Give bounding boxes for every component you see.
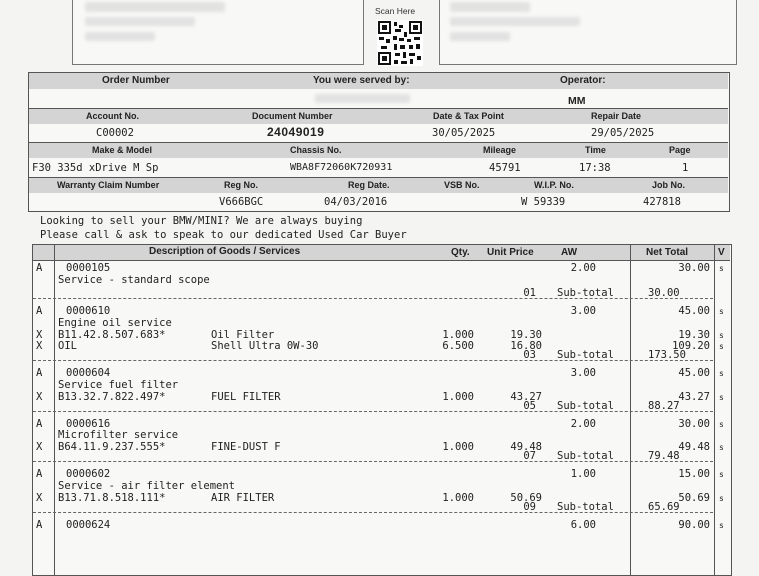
job-label: Job No. [652,180,685,190]
job-description: Engine oil service [58,316,172,329]
job-net-total: 30.00 [678,262,710,274]
col-unit-price-label: Unit Price [487,247,534,258]
redacted-staff-name [315,94,410,103]
qr-code-icon [377,20,423,66]
mileage-value: 45791 [489,162,521,174]
job-description: Service fuel filter [58,378,179,391]
repair-date-value: 29/05/2025 [591,127,655,139]
job-description: Service - standard scope [58,273,210,286]
part-unit-price: 16.80 [510,340,542,352]
vsb-label: VSB No. [444,180,480,190]
redacted-address-left [85,32,155,41]
job-sub-code: 03 [523,349,536,361]
part-name: FUEL FILTER [211,390,281,403]
job-sub-code: 07 [523,450,536,462]
job-code: 0000604 [66,367,111,379]
notice-line-2: Please call & ask to speak to our dedicated Used Car Buyer [40,229,407,241]
part-number: B13.32.7.822.497* [58,390,166,403]
job-code: 0000105 [66,262,111,274]
job-code: 0000610 [66,305,111,317]
part-net-total: 49.48 [678,441,710,453]
reg-date-value: 04/03/2016 [324,196,388,208]
part-vat-code: s [719,443,724,452]
part-unit-price: 43.27 [510,390,542,403]
part-unit-price: 49.48 [510,441,542,453]
job-net-total: 30.00 [678,417,710,430]
document-label: Document Number [252,111,333,121]
job-code: 0000624 [66,518,111,531]
part-net-total: 109.20 [672,340,710,352]
part-flag: X [36,441,43,453]
subtotal-value: 79.48 [648,450,680,462]
job-vat-code: s [719,520,724,530]
part-net-total: 43.27 [678,390,710,403]
mileage-label: Mileage [483,145,517,155]
part-qty: 1.000 [442,390,474,403]
job-code: 0000616 [66,417,111,430]
chassis-label: Chassis No. [290,145,342,155]
part-number: B11.42.8.507.683* [58,328,166,341]
time-label: Time [585,145,606,155]
row-separator [33,461,713,462]
job-description: Microfilter service [58,429,179,441]
job-flag: A [36,262,43,274]
part-name: Shell Ultra 0W-30 [211,340,319,352]
subtotal-label: Sub-total [557,500,614,513]
job-sub-code: 05 [523,399,536,412]
date-tax-value: 30/05/2025 [432,127,496,139]
make-model-label: Make & Model [92,145,153,155]
operator-value: MM [568,95,586,107]
operator-label: Operator: [560,75,606,86]
part-qty: 1.000 [442,328,474,341]
document-value: 24049019 [267,125,325,139]
repair-date-label: Repair Date [591,111,642,121]
job-vat-code: s [719,307,724,316]
part-unit-price: 19.30 [510,328,542,341]
job-flag: A [36,367,43,379]
wip-value: W 59339 [521,196,566,208]
part-unit-price: 50.69 [510,491,542,504]
job-vat-code: s [719,369,724,378]
row-separator [33,298,713,299]
row-separator [33,411,713,412]
job-aw: 2.00 [570,417,596,430]
part-vat-code: s [719,493,724,503]
redacted-address-right [450,17,580,26]
job-description: Service - air filter element [58,479,236,492]
subtotal-value: 173.50 [648,349,686,361]
job-net-total: 45.00 [678,367,710,379]
job-flag: A [36,518,43,531]
part-name: FINE-DUST F [211,441,281,453]
job-aw: 6.00 [570,518,596,531]
date-tax-label: Date & Tax Point [433,111,504,121]
subtotal-label: Sub-total [557,399,614,412]
job-aw: 3.00 [570,305,596,317]
wip-label: W.I.P. No. [534,180,574,190]
reg-date-label: Reg Date. [348,180,390,190]
subtotal-label: Sub-total [557,349,614,361]
job-net-total: 45.00 [678,305,710,317]
subtotal-label: Sub-total [557,450,614,462]
job-vat-code: s [719,470,724,479]
part-vat-code: s [719,330,724,340]
redacted-address-left [85,17,195,26]
time-value: 17:38 [579,162,611,174]
job-net-total: 15.00 [678,468,710,480]
part-qty: 1.000 [442,491,474,504]
part-number: B64.11.9.237.555* [58,441,166,453]
part-name: Oil Filter [211,328,275,341]
subtotal-value: 65.69 [648,500,680,513]
page-label: Page [669,145,691,155]
job-sub-code: 01 [523,287,536,299]
chassis-value: WBA8F72060K720931 [290,162,393,173]
subtotal-value: 30.00 [648,287,680,299]
notice-line-1: Looking to sell your BMW/MINI? We are always buying [40,215,363,227]
warranty-label: Warranty Claim Number [57,180,160,190]
part-flag: X [36,328,43,341]
part-net-total: 50.69 [678,491,710,504]
job-aw: 2.00 [570,262,596,274]
part-vat-code: s [719,342,724,351]
part-number: B13.71.8.518.111* [58,491,166,504]
part-name: AIR FILTER [211,491,275,504]
reg-no-label: Reg No. [224,180,259,190]
part-flag: X [36,340,43,352]
order-number-label: Order Number [102,75,170,86]
scan-label: Scan Here [375,6,416,16]
part-number: OIL [58,340,77,352]
row-separator [33,512,713,513]
part-vat-code: s [719,392,724,402]
account-label: Account No. [86,111,139,121]
make-model-value: F30 335d xDrive M Sp [32,162,159,174]
col-desc-label: Description of Goods / Services [149,246,301,257]
redacted-address-right [450,2,530,12]
job-flag: A [36,417,43,430]
served-by-label: You were served by: [313,75,410,86]
job-vat-code: s [719,419,724,429]
reg-no-value: V666BGC [219,196,264,208]
job-value: 427818 [643,196,681,208]
job-vat-code: s [719,264,724,273]
col-net-total-label: Net Total [646,247,689,258]
redacted-address-left [85,2,225,12]
part-flag: X [36,491,43,504]
part-qty: 1.000 [442,441,474,453]
job-net-total: 90.00 [678,518,710,531]
job-aw: 3.00 [570,367,596,379]
redacted-address-right [450,32,510,41]
part-qty: 6.500 [442,340,474,352]
col-qty-label: Qty. [451,247,470,258]
job-aw: 1.00 [570,468,596,480]
subtotal-label: Sub-total [557,287,614,299]
page-value: 1 [682,162,689,174]
part-flag: X [36,390,43,403]
job-code: 0000602 [66,468,111,480]
col-v-label: V [718,247,725,258]
row-separator [33,360,713,361]
col-aw-label: AW [561,247,578,258]
items-table-header [33,245,730,260]
job-flag: A [36,468,43,480]
subtotal-value: 88.27 [648,399,680,412]
part-net-total: 19.30 [678,328,710,341]
job-flag: A [36,305,43,317]
job-sub-code: 09 [523,500,536,513]
account-value: C00002 [96,127,134,139]
